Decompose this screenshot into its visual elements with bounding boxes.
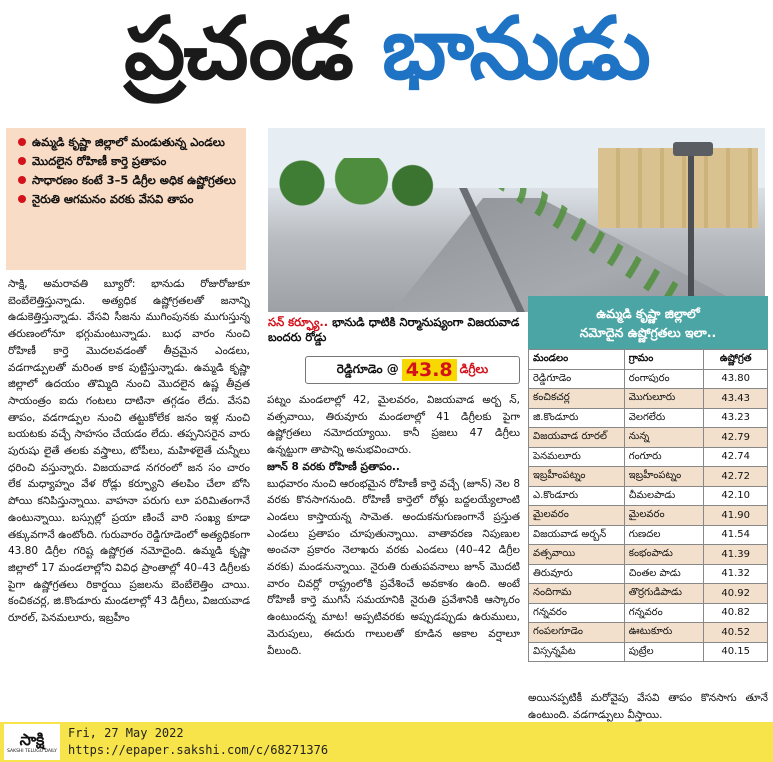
middle-article	[267, 392, 520, 718]
table-cell: జి.కొండూరు	[529, 408, 625, 428]
table-cell: మైలవరం	[624, 506, 704, 526]
headline-part1: ప్రచండ	[124, 0, 352, 99]
tag-unit: డిగ్రీలు	[459, 361, 489, 376]
headline-part2: భానుడు	[381, 0, 649, 99]
table-cell: గుణదల	[624, 525, 704, 545]
middle-paragraph-2: బుధవారం నుంచి ఆరంభమైన రోహిణీ కార్తె వచ్చే (జూన్) నెల 8 వరకు కొనసాగనుంది. రోహిణీ కార్తెలో రోళ్లు బద్దలయ్యేలాంటి ఎండలు కాస్తాయన్న సామెత. అందుకనుగుణంగానే ప్రస్తుత ఎండలు ప్రతాపం చూపుతున్నాయి. వాతావరణ నిపుణుల అంచనా ప్రకారం నెలాఖరు వరకు ఎండలు (40–42 డిగ్రీల వరకు) మండనున్నాయి. నైరుతి రుతుపవనాలు జూన్ మొదటి వారం చివర్లో రాష్ట్రంలోకి ప్రవేశించే అవకాశం ఉంది. అంటే రోహిణీ కార్తె ముగిసే సమయానికి నైరుతి ప్రవేశానికి ఆస్కారం ఉంటుందన్న మాట! అప్పటివరకు అప్పుడప్పుడు ఉరుములు, మెరుపులు, ఈదురు గాలులతో కూడిన అకాల వర్షాలూ వీలుంది.	[267, 477, 520, 657]
table-header-row	[529, 350, 768, 370]
table-header-cell: గ్రామం	[624, 350, 704, 370]
table-header-cell: మండలం	[529, 350, 625, 370]
table-title-line2: నమోదైన ఉష్ణోగ్రతలు ఇలా..	[579, 324, 717, 340]
middle-subhead: జూన్ 8 వరకు రోహిణీ ప్రతాపం..	[267, 460, 400, 473]
temperature-grid	[528, 349, 768, 662]
table-cell: వత్సవాయి	[529, 545, 625, 565]
table-cell: చింతల పాడు	[624, 564, 704, 584]
table-cell: విజయవాడ అర్బన్	[529, 525, 625, 545]
highlight-item: ఉమ్మడి కృష్ణా జిల్లాలో మండుతున్న ఎండలు	[14, 134, 238, 150]
table-row	[529, 369, 768, 389]
table-row	[529, 506, 768, 526]
table-cell: గన్నవరం	[624, 603, 704, 623]
table-title	[528, 296, 768, 349]
table-row	[529, 584, 768, 604]
table-row	[529, 486, 768, 506]
table-row	[529, 623, 768, 643]
table-cell: గంగూరు	[624, 447, 704, 467]
table-cell: విజయవాడ రూరల్	[529, 428, 625, 448]
table-cell: 41.90	[704, 506, 768, 526]
table-cell: నున్న	[624, 428, 704, 448]
table-cell: తిరువూరు	[529, 564, 625, 584]
footer-date: Fri, 27 May 2022	[68, 726, 184, 740]
table-cell: ఊటుకూరు	[624, 623, 704, 643]
table-cell: 42.72	[704, 467, 768, 487]
logo-subtext: SAKSHI TELUGU DAILY	[7, 748, 57, 754]
table-row	[529, 408, 768, 428]
table-cell: ఇబ్రహీంపట్నం	[529, 467, 625, 487]
table-cell: 43.43	[704, 389, 768, 409]
headline	[0, 0, 773, 118]
table-cell: ఎ.కొండూరు	[529, 486, 625, 506]
tag-place: రెడ్డిగూడెం @	[336, 361, 399, 376]
table-cell: గన్నవరం	[529, 603, 625, 623]
highlight-item: నైరుతి ఆగమనం వరకు వేసవి తాపం	[14, 191, 238, 207]
table-cell: కంభంపాడు	[624, 545, 704, 565]
table-cell: వెలగలేరు	[624, 408, 704, 428]
footer-url[interactable]: https://epaper.sakshi.com/c/68271376	[68, 743, 329, 757]
table-row	[529, 389, 768, 409]
table-cell: 42.10	[704, 486, 768, 506]
footer-bar	[0, 722, 773, 762]
table-row	[529, 545, 768, 565]
table-row	[529, 447, 768, 467]
table-cell: 41.54	[704, 525, 768, 545]
middle-paragraph-1: పట్నం మండలాల్లో 42, మైలవరం, విజయవాడ అర్బ న్, వత్సవాయి, తిరువూరు మండలాల్లో 41 డిగ్రీలకు పైగా ఉష్ణోగ్రతలు నమోదయ్యాయి. కానీ ప్రజలు 47 డిగ్రీలు ఉన్నట్టుగా తాపాన్ని అనుభవించారు.	[267, 394, 520, 457]
highlight-item: సాధారణం కంటే 3–5 డిగ్రీల అధిక ఉష్ణోగ్రతలు	[14, 172, 238, 188]
sakshi-logo	[4, 724, 60, 760]
table-cell: తొర్రగుడిపాడు	[624, 584, 704, 604]
tag-value: 43.8	[402, 359, 457, 381]
caption-lead: సన్ కర్ఫ్యూ..	[268, 315, 329, 329]
highlight-tag	[305, 356, 520, 384]
table-cell: రెడ్డిగూడెం	[529, 369, 625, 389]
table-cell: గంపలగూడెం	[529, 623, 625, 643]
right-tail-text: అయినప్పటికీ మరోవైపు వేసవి తాపం కొనసాగు తూనే ఉంటుంది. వడగాడ్పులు వీస్తాయి.	[528, 692, 768, 721]
table-cell: 42.79	[704, 428, 768, 448]
table-cell: 40.52	[704, 623, 768, 643]
highlights-box	[6, 128, 246, 270]
table-cell: 40.92	[704, 584, 768, 604]
left-article: సాక్షి, అమరావతి బ్యూరో: భానుడు రోజురోజుకూ బెంబేలెత్తిస్తున్నాడు. అత్యధిక ఉష్ణోగ్రతలతో జనాన్ని ఉడుకెత్తిస్తున్నాడు. వేసవి సీజను ముగింపునకు ముగుస్తున్న తరుణంలోనూ భగ్గుమంటున్నాడు. బుధ వారం నుంచి రోహిణీ కార్తె మొదలవడంతో తీవ్రమైన ఎండలు, వడగాడ్పులతో మరింత కాక పుట్టిస్తున్నాడు. ఉమ్మడి కృష్ణా జిల్లాలో ఉదయం తొమ్మిది నుంచి మొదలైన ఉష్ణ తీవ్రత సాయంత్రం ఐదు గంటలు దాటినా తగ్గడం లేదు. వేసవి తాపం, వడగాడ్పుల నుంచి తట్టుకోలేక జనం ఇళ్ల నుంచి బయటకు వచ్చే సాహసం చేయడం లేదు. తప్పనిసరైన వారు పురుషు లైతే తలకు వస్త్రాలు, టోపీలు, మహిళలైతే చున్నీలు ధరించి వస్తున్నారు. విజయవాడ నగరంలో జన సం చారం లేక మధ్యాహ్నం వేళ రోడ్లు కర్ఫ్యూని తలపిం చేలా బోసి పోయి కనిపిస్తున్నాయి. వాహనా పరుగు లూ పరిమితంగానే ఉంటున్నాయి. బస్సుల్లో ప్రయా ణించే వారి సంఖ్య కూడా తక్కువగానే ఉంటోంది. గురువారం రెడ్డిగూడెంలో అత్యధికంగా 43.80 డిగ్రీల గరిష్ట ఉష్ణోగ్రత నమోదైంది. ఉమ్మడి కృష్ణా జిల్లాలో 17 మండలాల్లోని వివిధ ప్రాంతాల్లో 40–43 డిగ్రీలకు పైగా ఉష్ణోగ్రతలు రికార్డయి ప్రజలను బెంబేలెత్తిం చాయి. కంచికచర్ల, జి.కొండూరు మండలాల్లో 43 డిగ్రీలు, విజయవాడ రూరల్, పెనమలూరు, ఇబ్రహీం	[8, 278, 250, 625]
logo-text: సాక్షి	[19, 729, 45, 749]
table-cell: 42.74	[704, 447, 768, 467]
table-title-line1: ఉమ్మడి కృష్ణా జిల్లాలో	[596, 305, 700, 321]
table-cell: మైలవరం	[529, 506, 625, 526]
news-photo	[268, 128, 765, 312]
table-cell: 40.15	[704, 642, 768, 662]
table-cell: చీమలపాడు	[624, 486, 704, 506]
table-cell: 40.82	[704, 603, 768, 623]
table-row	[529, 467, 768, 487]
temperature-table	[528, 296, 768, 680]
table-cell: రంగాపురం	[624, 369, 704, 389]
table-cell: 41.39	[704, 545, 768, 565]
table-cell: 41.32	[704, 564, 768, 584]
table-header-cell: ఉష్ణోగ్రత	[704, 350, 768, 370]
table-cell: ఇబ్రహీంపట్నం	[624, 467, 704, 487]
table-row	[529, 428, 768, 448]
table-cell: మొగులూరు	[624, 389, 704, 409]
table-cell: నందిగామ	[529, 584, 625, 604]
photo-caption	[268, 315, 528, 345]
table-cell: విస్సన్నపేట	[529, 642, 625, 662]
table-cell: పెనమలూరు	[529, 447, 625, 467]
table-row	[529, 642, 768, 662]
table-row	[529, 564, 768, 584]
table-cell: పుట్రేల	[624, 642, 704, 662]
caption-rest: భానుడి ధాటికి నిర్మానుష్యంగా విజయవాడ బందరు రోడ్డు	[268, 315, 520, 344]
footer-text	[68, 725, 328, 759]
table-cell: 43.23	[704, 408, 768, 428]
highlight-item: మొదలైన రోహిణీ కార్తె ప్రతాపం	[14, 153, 238, 169]
table-cell: 43.80	[704, 369, 768, 389]
table-cell: కంచికచర్ల	[529, 389, 625, 409]
table-row	[529, 603, 768, 623]
table-row	[529, 525, 768, 545]
